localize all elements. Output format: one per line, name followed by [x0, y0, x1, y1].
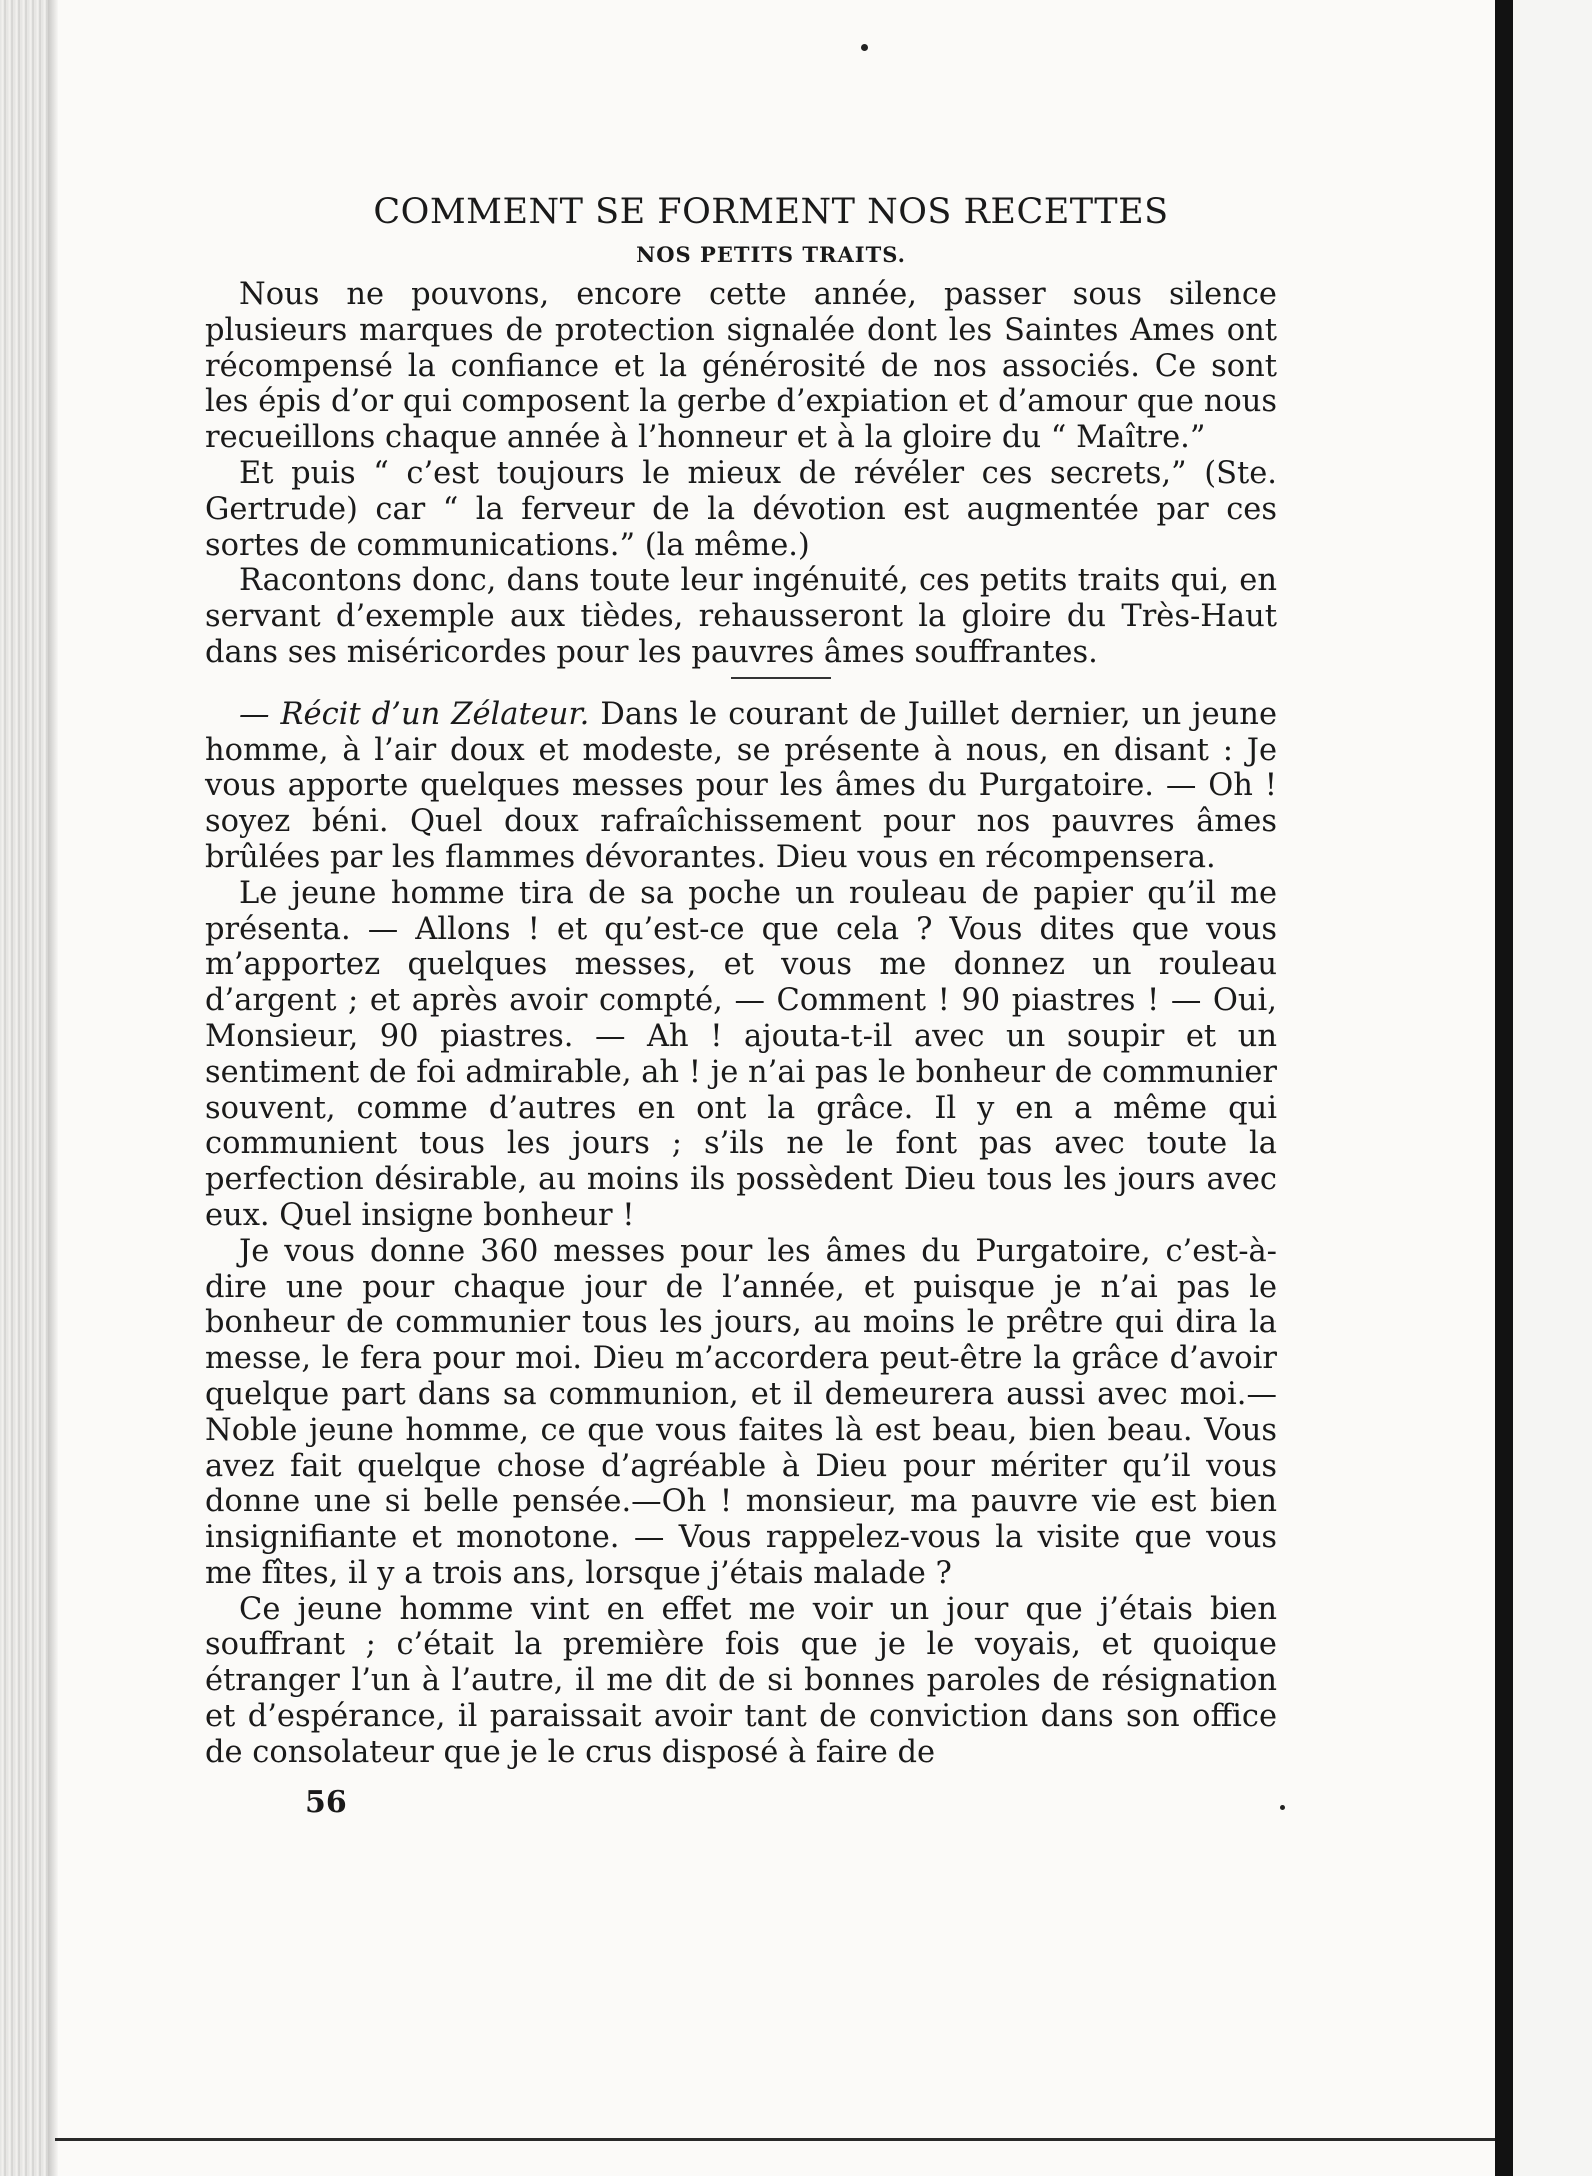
- bottom-edge: [55, 2138, 1495, 2141]
- story-lead: — Récit d’un Zélateur.: [239, 696, 590, 732]
- page-title: COMMENT SE FORMENT NOS RECETTES: [373, 192, 1169, 232]
- page-edges: [0, 0, 48, 2176]
- story-paragraph: Le jeune homme tira de sa poche un rouleau de papier qu’il me présenta. — Allons ! et qu’est-ce que cela ? Vous dites que vous m’apportez quelques messes, et vous me donnez un rouleau d’argent ; et après avoir compté, — Comment ! 90 piastres ! — Oui, Monsieur, 90 piastres. — Ah ! ajouta-t-il avec un soupir et un sentiment de foi admirable, ah ! je n’ai pas le bonheur de communier souvent, comme d’autres en ont la grâce. Il y en a même qui communient tous les jours ; s’ils ne le font pas avec toute la perfection désirable, au moins ils possèdent Dieu tous les jours avec eux. Quel insigne bonheur !: [205, 875, 1277, 1233]
- paragraph: Nous ne pouvons, encore cette année, passer sous silence plusieurs marques de protection signalée dont les Saintes Ames ont récompensé la confiance et la générosité de nos associés. Ce sont les épis d’or qui composent la gerbe d’expiation et d’amour que nous recueillons chaque année à l’honneur et à la gloire du “ Maître.”: [205, 277, 1277, 456]
- gutter-shadow: [48, 0, 58, 2176]
- margin-background: [1513, 0, 1592, 2176]
- story-paragraph: Je vous donne 360 messes pour les âmes du Purgatoire, c’est-à-dire une pour chaque jour de l’année, et puisque je n’ai pas le bonheur de communier tous les jours, au moins le prêtre qui dira la messe, le fera pour moi. Dieu m’accordera peut-être la grâce d’avoir quelque part dans sa communion, et il demeurera aussi avec moi.—Noble jeune homme, ce que vous faites là est beau, bien beau. Vous avez fait quelque chose d’agréable à Dieu pour mériter qu’il vous donne une si belle pensée.—Oh ! monsieur, ma pauvre vie est bien insignifiante et monotone. — Vous rappelez-vous la visite que vous me fîtes, il y a trois ans, lorsque j’étais malade ?: [205, 1233, 1277, 1591]
- story-text: Dans le courant de Juillet dernier, un jeune homme, à l’air doux et modeste, se présente à nous, en disant : Je vous apporte quelques messes pour les âmes du Purgatoire. — Oh ! soyez béni. Quel doux rafraîchissement pour nos pauvres âmes brûlées par les flammes dévorantes. Dieu vous en récompensera.: [205, 696, 1277, 875]
- page-number: 56: [305, 1784, 347, 1820]
- binding-edge: [1495, 0, 1513, 2176]
- text-page: [205, 180, 1277, 1820]
- paragraph: Racontons donc, dans toute leur ingénuité, ces petits traits qui, en servant d’exemple aux tièdes, rehausseront la gloire du Très-Haut dans ses miséricordes pour les pauvres âmes souffrantes.: [205, 563, 1277, 670]
- story-paragraph: [205, 697, 1277, 876]
- section-divider: [731, 677, 831, 679]
- ink-speck: [861, 44, 868, 51]
- story-paragraph: Ce jeune homme vint en effet me voir un jour que j’étais bien souffrant ; c’était la première fois que je le voyais, et quoique étranger l’un à l’autre, il me dit de si bonnes paroles de résignation et d’espérance, il paraissait avoir tant de conviction dans son office de consolateur que je le crus disposé à faire de: [205, 1591, 1277, 1770]
- paragraph: Et puis “ c’est toujours le mieux de révéler ces secrets,” (Ste. Gertrude) car “ la ferveur de la dévotion est augmentée par ces sortes de communications.” (la même.): [205, 455, 1277, 563]
- section-subtitle: NOS PETITS TRAITS.: [636, 242, 906, 267]
- ink-speck: [1280, 1805, 1285, 1810]
